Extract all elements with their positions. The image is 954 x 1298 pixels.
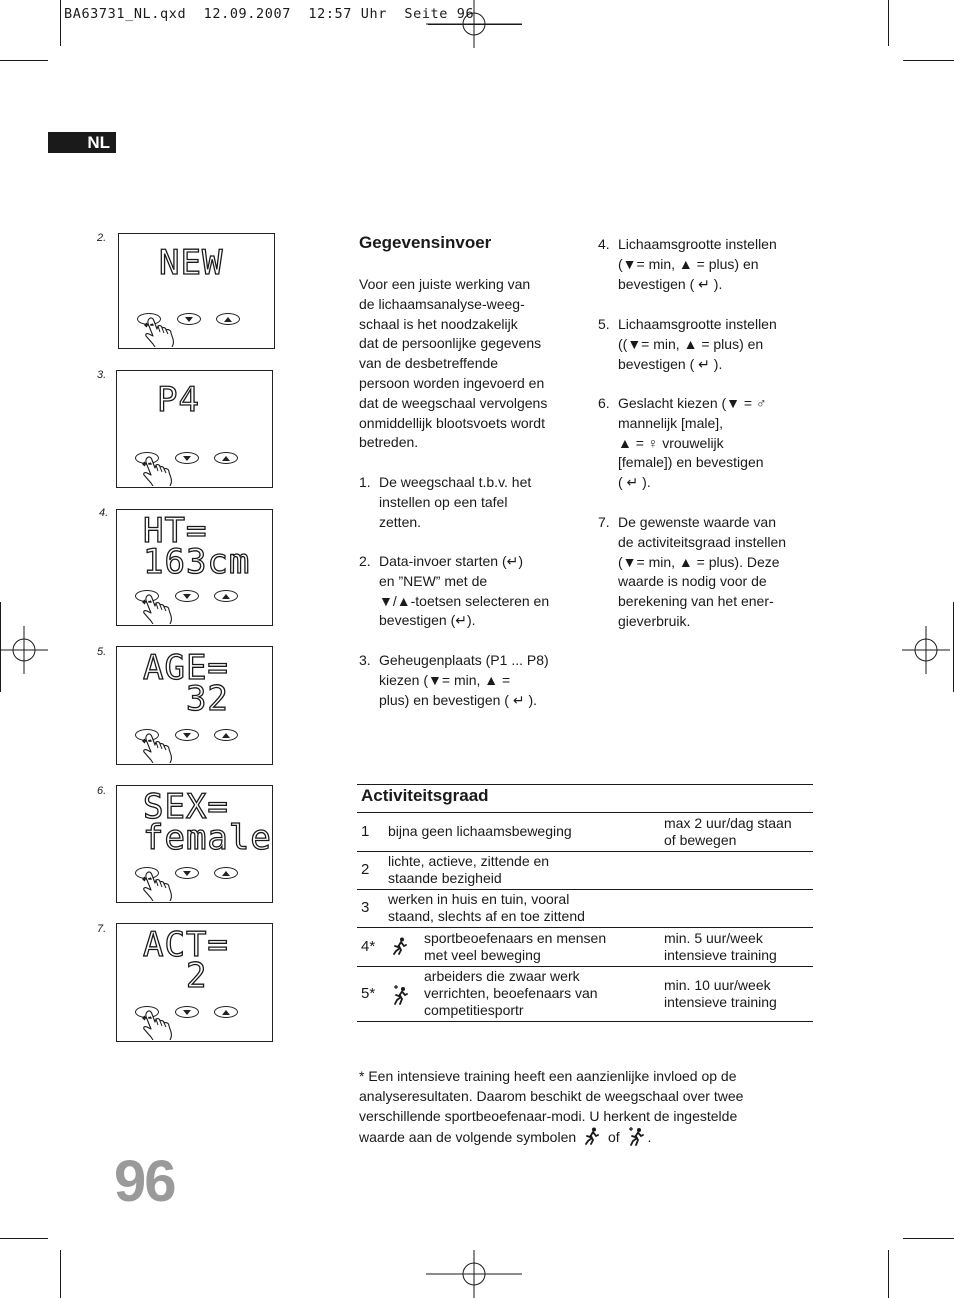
hand-pointer-icon bbox=[141, 594, 177, 629]
intro-line: onmiddellijk blootsvoets wordt bbox=[359, 414, 545, 431]
activity-description bbox=[388, 891, 623, 925]
instruction-line: gieverbruik. bbox=[618, 612, 691, 629]
lcd-display bbox=[116, 370, 273, 488]
down-button-icon bbox=[175, 452, 199, 464]
step-number: 5. bbox=[97, 646, 107, 658]
activity-note-line: max 2 uur/dag staan bbox=[664, 814, 792, 831]
instruction-step bbox=[359, 473, 584, 532]
table-row-rule bbox=[357, 889, 813, 890]
table-row-rule bbox=[357, 927, 813, 928]
activity-note-line: of bewegen bbox=[664, 831, 737, 848]
footnote-of: of bbox=[607, 1129, 620, 1146]
instruction-step bbox=[598, 235, 823, 294]
up-button-icon bbox=[216, 313, 240, 325]
footnote-line-last bbox=[359, 1126, 829, 1148]
activity-description-line: staande bezigheid bbox=[388, 870, 502, 886]
instruction-line: Geheugenplaats (P1 ... P8) bbox=[379, 652, 549, 668]
intro-line: dat de persoonlijke gegevens bbox=[359, 335, 542, 352]
athlete-icon bbox=[392, 937, 408, 960]
section-title-gegevensinvoer: Gegevensinvoer bbox=[359, 233, 492, 252]
instruction-text bbox=[379, 473, 584, 532]
footnote-line: * Een intensieve training heeft een aanzienlijke invloed op de bbox=[359, 1068, 737, 1084]
activity-description-line: werken in huis en tuin, vooral bbox=[388, 891, 570, 907]
instruction-number: 4. bbox=[598, 236, 610, 252]
instruction-line: De weegschaal t.b.v. het bbox=[379, 474, 532, 490]
activity-description bbox=[388, 853, 623, 887]
athlete-plus-icon bbox=[628, 1126, 646, 1146]
lcd-readout: ACT= 2 bbox=[143, 925, 229, 996]
activity-level-number: 3 bbox=[361, 899, 370, 916]
instruction-line: [female]) en bevestigen bbox=[618, 454, 764, 471]
up-button-icon bbox=[214, 1006, 238, 1018]
activity-description-line: staand, slechts af en toe zittend bbox=[388, 908, 585, 924]
instruction-number: 6. bbox=[598, 395, 610, 411]
instruction-step bbox=[598, 394, 823, 493]
athlete-plus-icon bbox=[392, 984, 410, 1011]
instruction-line: bevestigen ( ↵ ). bbox=[618, 355, 723, 372]
step-number: 6. bbox=[97, 785, 107, 797]
athlete-icon bbox=[584, 1127, 600, 1145]
hand-pointer-icon bbox=[143, 317, 179, 352]
intro-line: betreden. bbox=[359, 434, 419, 451]
lcd-display bbox=[116, 646, 273, 765]
instruction-step bbox=[359, 552, 584, 631]
footnote-line: analyseresultaten. Daarom beschikt de weegschaal over twee bbox=[359, 1087, 744, 1104]
activity-description-line: competitiesportr bbox=[424, 1002, 524, 1018]
activity-note bbox=[664, 930, 812, 964]
intro-line: schaal is het noodzakelijk bbox=[359, 315, 518, 332]
instruction-step bbox=[598, 315, 823, 374]
table-row-rule bbox=[357, 812, 813, 813]
instruction-step bbox=[359, 651, 584, 710]
activity-note-line: min. 10 uur/week bbox=[664, 976, 771, 993]
down-button-icon bbox=[175, 1006, 199, 1018]
registration-mark-icon bbox=[426, 1250, 522, 1298]
step-number: 2. bbox=[97, 232, 107, 244]
crop-mark bbox=[60, 1250, 61, 1298]
registration-mark-icon bbox=[0, 626, 48, 674]
instruction-line: mannelijk [male], bbox=[618, 414, 724, 431]
instruction-text bbox=[379, 552, 584, 631]
lcd-readout: P4 bbox=[157, 380, 200, 420]
file-info-header: BA63731_NL.qxd 12.09.2007 12:57 Uhr Seite 96 bbox=[64, 6, 475, 22]
activity-note-line: intensieve training bbox=[664, 993, 777, 1010]
table-row-rule bbox=[357, 966, 813, 967]
activity-description-line: met veel beweging bbox=[424, 946, 541, 963]
up-triangle-icon bbox=[222, 456, 230, 461]
crop-mark bbox=[903, 1238, 954, 1239]
language-tab: NL bbox=[48, 132, 116, 153]
footnote bbox=[359, 1067, 829, 1148]
instruction-line: (▼= min, ▲ = plus). Deze bbox=[618, 553, 780, 570]
instruction-line: waarde is nodig voor de bbox=[618, 573, 767, 590]
down-button-icon bbox=[175, 729, 199, 741]
instruction-line: bevestigen (↵). bbox=[379, 612, 476, 629]
instruction-line: plus) en bevestigen ( ↵ ). bbox=[379, 691, 538, 708]
down-triangle-icon bbox=[183, 594, 191, 599]
instruction-number: 7. bbox=[598, 514, 610, 530]
up-triangle-icon bbox=[224, 317, 232, 322]
activity-note bbox=[664, 815, 812, 849]
instruction-text bbox=[618, 235, 823, 294]
lcd-display bbox=[116, 923, 273, 1042]
instruction-line: instellen op een tafel bbox=[379, 493, 508, 510]
hand-pointer-icon bbox=[141, 733, 177, 768]
down-triangle-icon bbox=[185, 317, 193, 322]
instruction-text bbox=[618, 513, 823, 632]
hand-pointer-icon bbox=[141, 871, 177, 906]
activity-description bbox=[424, 930, 659, 964]
instruction-number: 3. bbox=[359, 652, 371, 668]
activity-note-line: intensieve training bbox=[664, 946, 777, 963]
instruction-line: ▼/▲-toetsen selecteren en bbox=[379, 592, 550, 609]
hand-pointer-icon bbox=[141, 456, 177, 491]
intro-line: dat de weegschaal vervolgens bbox=[359, 394, 548, 411]
header-underline bbox=[428, 24, 522, 25]
footnote-line: verschillende sportbeoefenaar-modi. U herkent de ingestelde bbox=[359, 1107, 738, 1124]
footnote-end: . bbox=[647, 1129, 652, 1146]
activity-note-line: min. 5 uur/week bbox=[664, 929, 763, 946]
instruction-line: zetten. bbox=[379, 513, 422, 530]
crop-mark bbox=[903, 60, 954, 61]
instruction-text bbox=[379, 651, 584, 710]
lcd-display bbox=[118, 233, 275, 349]
up-button-icon bbox=[214, 590, 238, 602]
down-button-icon bbox=[175, 867, 199, 879]
instruction-number: 5. bbox=[598, 316, 610, 332]
instruction-line: de activiteitsgraad instellen bbox=[618, 533, 787, 550]
down-button-icon bbox=[175, 590, 199, 602]
step-number: 4. bbox=[99, 507, 109, 519]
instruction-line: en ”NEW” met de bbox=[379, 572, 488, 589]
up-triangle-icon bbox=[222, 1010, 230, 1015]
activity-description-line: lichte, actieve, zittende en bbox=[388, 853, 550, 869]
activity-level-number: 2 bbox=[361, 861, 370, 878]
lcd-readout: HT= 163cm bbox=[143, 511, 251, 582]
instruction-number: 1. bbox=[359, 474, 371, 490]
instruction-line: De gewenste waarde van bbox=[618, 514, 776, 530]
instruction-line: berekening van het ener- bbox=[618, 593, 774, 610]
step-number: 3. bbox=[97, 369, 107, 381]
down-triangle-icon bbox=[183, 1010, 191, 1015]
instruction-line: Lichaamsgrootte instellen bbox=[618, 316, 777, 332]
activity-description-line: sportbeoefenaars en mensen bbox=[424, 929, 607, 946]
intro-line: de lichaamsanalyse-weeg- bbox=[359, 295, 525, 312]
down-triangle-icon bbox=[183, 456, 191, 461]
activity-description-line: verrichten, beoefenaars van bbox=[424, 985, 598, 1001]
lcd-readout: NEW bbox=[159, 243, 224, 283]
up-button-icon bbox=[214, 452, 238, 464]
instruction-line: (▼= min, ▲ = plus) en bbox=[618, 255, 759, 272]
instruction-line: ( ↵ ). bbox=[618, 474, 651, 491]
section-title-activiteitsgraad: Activiteitsgraad bbox=[361, 786, 489, 805]
lcd-readout: SEX= female bbox=[143, 787, 272, 858]
activity-level-number: 4* bbox=[361, 937, 376, 955]
up-triangle-icon bbox=[222, 594, 230, 599]
activity-note bbox=[664, 977, 812, 1011]
table-row-rule bbox=[357, 851, 813, 852]
instruction-line: ((▼= min, ▲ = plus) en bbox=[618, 335, 764, 352]
intro-paragraph bbox=[359, 275, 579, 453]
down-button-icon bbox=[177, 313, 201, 325]
instruction-line: Data-invoer starten (↵) bbox=[379, 553, 523, 569]
crop-mark bbox=[0, 1238, 48, 1239]
activity-description-line: bijna geen lichaamsbeweging bbox=[388, 823, 572, 839]
instruction-line: ▲ = ♀ vrouwelijk bbox=[618, 434, 724, 451]
crop-mark bbox=[888, 1250, 889, 1298]
down-triangle-icon bbox=[183, 871, 191, 876]
down-triangle-icon bbox=[183, 733, 191, 738]
activity-level-number: 1 bbox=[361, 822, 370, 840]
lcd-readout: AGE= 32 bbox=[143, 648, 229, 719]
instruction-line: Lichaamsgrootte instellen bbox=[618, 236, 777, 252]
instruction-step bbox=[598, 513, 823, 632]
lcd-display bbox=[116, 509, 273, 626]
activity-description bbox=[388, 823, 623, 840]
instruction-text bbox=[618, 394, 823, 493]
crop-mark bbox=[888, 0, 889, 46]
activity-description-line: arbeiders die zwaar werk bbox=[424, 968, 580, 984]
activity-level-number: 5* bbox=[361, 984, 376, 1002]
instruction-number: 2. bbox=[359, 553, 371, 569]
instruction-line: bevestigen ( ↵ ). bbox=[618, 275, 723, 292]
intro-line: persoon worden ingevoerd en bbox=[359, 374, 545, 391]
activity-description bbox=[424, 968, 659, 1019]
hand-pointer-icon bbox=[141, 1010, 177, 1045]
instruction-text bbox=[618, 315, 823, 374]
intro-line: Voor een juiste werking van bbox=[359, 276, 531, 292]
footnote-text: waarde aan de volgende symbolen bbox=[359, 1129, 577, 1146]
instruction-line: kiezen (▼= min, ▲ = bbox=[379, 671, 511, 688]
crop-mark bbox=[60, 0, 61, 46]
registration-mark-icon bbox=[902, 626, 950, 674]
table-bottom-rule bbox=[357, 1021, 813, 1022]
up-button-icon bbox=[214, 729, 238, 741]
crop-mark bbox=[0, 60, 48, 61]
up-button-icon bbox=[214, 867, 238, 879]
up-triangle-icon bbox=[222, 733, 230, 738]
table-top-rule bbox=[357, 784, 813, 785]
step-number: 7. bbox=[97, 923, 107, 935]
intro-line: van de desbetreffende bbox=[359, 355, 499, 372]
up-triangle-icon bbox=[222, 871, 230, 876]
page-number: 96 bbox=[114, 1149, 175, 1214]
lcd-display bbox=[116, 785, 273, 903]
instruction-line: Geslacht kiezen (▼ = ♂ bbox=[618, 395, 767, 411]
